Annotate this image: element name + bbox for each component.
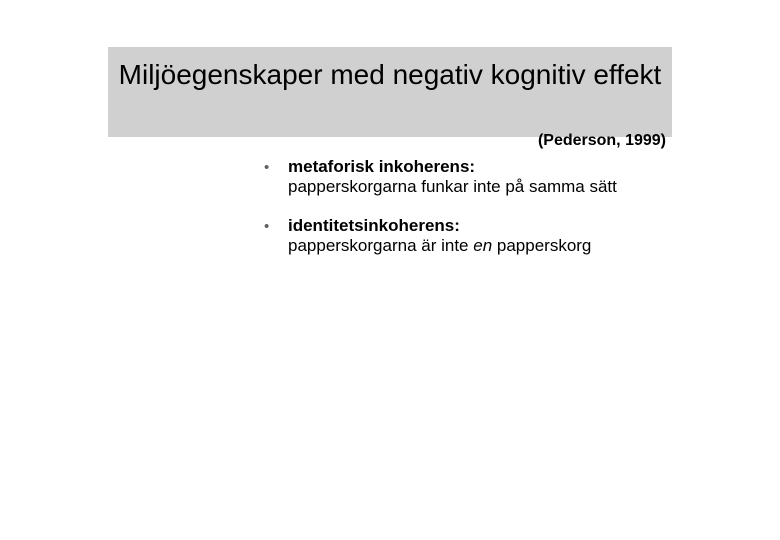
bullet-marker: •	[264, 159, 270, 176]
bullet-body-text: papperskorgarna är inte	[288, 236, 474, 255]
bullet-body-text-end: papperskorg	[492, 236, 592, 255]
bullet-list	[264, 157, 684, 275]
slide-title: Miljöegenskaper med negativ kognitiv effekt	[118, 59, 662, 90]
bullet-item-identity	[264, 216, 684, 256]
bullet-body-emphasis: en	[473, 236, 493, 255]
bullet-heading: identitetsinkoherens:	[288, 216, 460, 235]
bullet-item-metaphoric	[264, 157, 684, 197]
citation: (Pederson, 1999)	[537, 132, 666, 149]
bullet-body	[288, 236, 684, 256]
bullet-marker: •	[264, 218, 270, 235]
bullet-body	[288, 177, 684, 197]
bullet-heading: metaforisk inkoherens:	[288, 157, 476, 176]
bullet-body-text: papperskorgarna funkar inte på samma sätt	[288, 177, 617, 196]
